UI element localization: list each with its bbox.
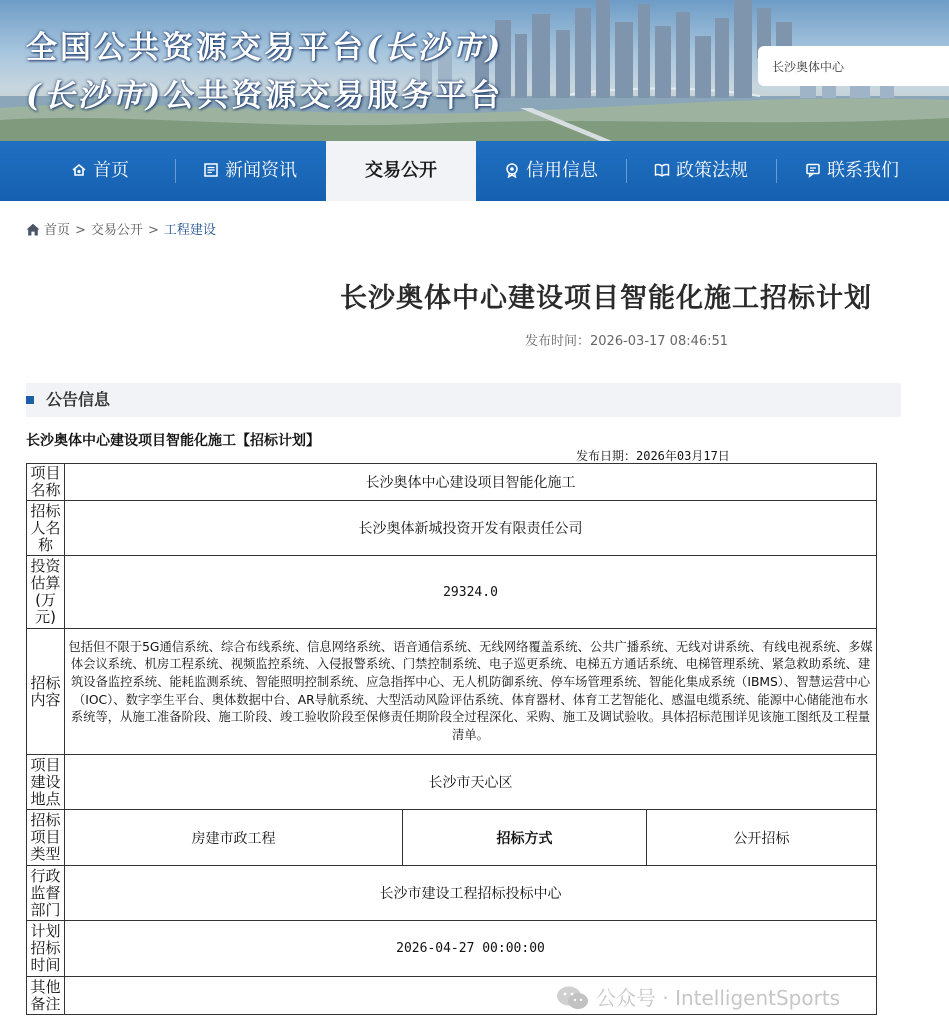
notice-publish-date: 发布日期：2026年03月17日 bbox=[576, 449, 730, 463]
location-value: 长沙市天心区 bbox=[65, 755, 877, 810]
tender-content-value: 包括但不限于5G通信系统、综合布线系统、信息网络系统、语音通信系统、无线网络覆盖系统、公共广播系统、无线对讲系统、有线电视系统、多媒体会议系统、机房工程系统、视频监控系统、入侵报警系统、门禁控制系统、电子巡更系统、电梯五方通话系统、电梯管理系统、紧急救助系统、建筑设备监控系统、能耗监测系统、智能照明控制系统、应急指挥中心、无人机防御系统、停车场管理系统、智能化集成系统（IBMS）、智慧运营中心（IOC）、数字孪生平台、奥体数据中台、AR导航系统、大型活动风险评估系统、体育器材、体育工艺智能化、感温电缆系统、能源中心储能池布水系统等，从施工准备阶段、施工阶段、竣工验收阶段至保修责任期阶段全过程深化、采购、施工及调试验收。具体招标范围详见该施工图纸及工程量清单。 bbox=[65, 629, 877, 755]
banner-title-main: 全国公共资源交易平台 bbox=[26, 30, 366, 66]
breadcrumb-home-link[interactable]: 首页 bbox=[44, 223, 71, 238]
row-label-content: 招标内容 bbox=[27, 629, 65, 755]
watermark-text: 公众号 · IntelligentSports bbox=[596, 986, 841, 1010]
table-row bbox=[27, 866, 877, 921]
banner-title-line1 bbox=[26, 22, 503, 67]
contact-icon bbox=[805, 162, 821, 178]
page-title: 长沙奥体中心建设项目智能化施工招标计划 bbox=[340, 283, 872, 314]
table-row bbox=[27, 629, 877, 755]
section-marker-icon bbox=[26, 396, 34, 404]
news-icon bbox=[203, 162, 219, 178]
breadcrumb-separator: > bbox=[147, 223, 159, 238]
tender-method-label: 招标方式 bbox=[403, 810, 647, 866]
home-icon bbox=[71, 162, 87, 178]
table-row bbox=[27, 755, 877, 810]
search-input[interactable] bbox=[758, 46, 949, 86]
nav-item-news[interactable] bbox=[176, 141, 324, 201]
wechat-icon bbox=[556, 985, 590, 1011]
tender-method-value: 公开招标 bbox=[647, 810, 877, 866]
tenderer-value: 长沙奥体新城投资开发有限责任公司 bbox=[65, 501, 877, 556]
nav-item-credit[interactable] bbox=[476, 141, 626, 201]
breadcrumb-current[interactable]: 工程建设 bbox=[163, 223, 216, 238]
breadcrumb-separator: > bbox=[75, 223, 86, 238]
banner-title-line2 bbox=[26, 70, 503, 115]
row-label-other: 其他备注 bbox=[27, 977, 65, 1015]
row-label-investment: 投资估算(万元) bbox=[27, 556, 65, 629]
row-label-type: 招标项目类型 bbox=[27, 810, 65, 866]
row-label-tenderer: 招标人名称 bbox=[27, 501, 65, 556]
table-row bbox=[27, 556, 877, 629]
nav-contact-label: 联系我们 bbox=[827, 160, 899, 181]
watermark bbox=[556, 982, 840, 1014]
main-nav bbox=[0, 141, 949, 201]
breadcrumb-trade-link[interactable]: 交易公开 bbox=[90, 223, 143, 238]
table-row bbox=[27, 921, 877, 977]
project-name-value: 长沙奥体中心建设项目智能化施工 bbox=[65, 464, 877, 501]
banner-subtitle-city: (长沙市) bbox=[26, 78, 164, 114]
section-title: 公告信息 bbox=[46, 390, 111, 409]
nav-item-contact[interactable] bbox=[777, 141, 927, 201]
table-row bbox=[27, 464, 877, 501]
row-label-supervisor: 行政监督部门 bbox=[27, 866, 65, 921]
supervisor-value: 长沙市建设工程招标投标中心 bbox=[65, 866, 877, 921]
table-row bbox=[27, 810, 877, 866]
row-label-location: 项目建设地点 bbox=[27, 755, 65, 810]
nav-home-label: 首页 bbox=[93, 160, 129, 181]
nav-item-trade[interactable] bbox=[326, 141, 476, 201]
tender-info-table bbox=[26, 463, 877, 1015]
nav-trade-label: 交易公开 bbox=[365, 160, 437, 181]
section-header bbox=[26, 383, 901, 417]
banner-title-city: (长沙市) bbox=[366, 30, 504, 66]
table-row bbox=[27, 501, 877, 556]
search-box[interactable] bbox=[758, 46, 949, 86]
publish-time: 发布时间：2026-03-17 08:46:51 bbox=[525, 334, 729, 349]
nav-item-home[interactable] bbox=[26, 141, 174, 201]
policy-icon bbox=[654, 162, 670, 178]
project-type-value: 房建市政工程 bbox=[65, 810, 403, 866]
breadcrumb bbox=[26, 219, 216, 238]
notice-title: 长沙奥体中心建设项目智能化施工【招标计划】 bbox=[26, 433, 320, 449]
nav-policy-label: 政策法规 bbox=[676, 160, 748, 181]
nav-news-label: 新闻资讯 bbox=[225, 160, 297, 181]
plan-time-value: 2026-04-27 00:00:00 bbox=[65, 921, 877, 977]
home-icon bbox=[26, 223, 40, 236]
row-label-project-name: 项目名称 bbox=[27, 464, 65, 501]
banner-subtitle-main: 公共资源交易服务平台 bbox=[163, 78, 504, 114]
nav-credit-label: 信用信息 bbox=[526, 160, 598, 181]
credit-icon bbox=[504, 162, 520, 178]
investment-value: 29324.0 bbox=[65, 556, 877, 629]
nav-item-policy[interactable] bbox=[627, 141, 775, 201]
header-banner bbox=[0, 0, 949, 141]
row-label-plan-time: 计划招标时间 bbox=[27, 921, 65, 977]
